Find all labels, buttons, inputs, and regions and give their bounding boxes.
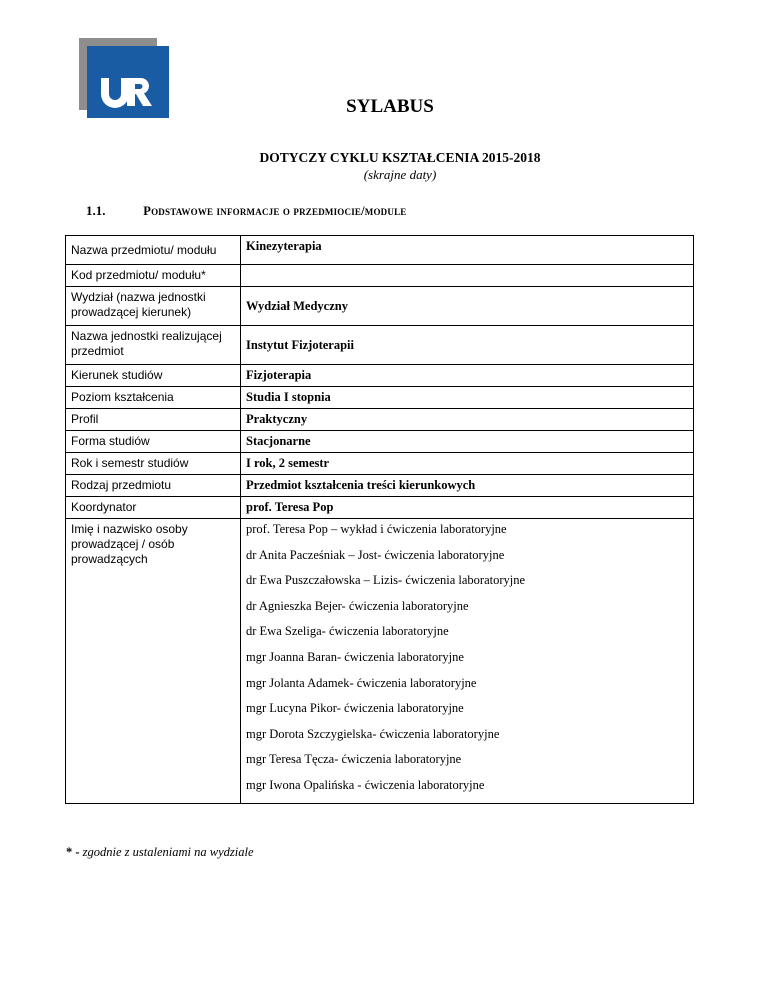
row-value: Stacjonarne: [241, 431, 694, 453]
row-label: Koordynator: [66, 497, 241, 519]
section-title: Podstawowe informacje o przedmiocie/module: [143, 204, 407, 218]
course-info-table: [65, 235, 694, 804]
list-item: mgr Teresa Tęcza- ćwiczenia laboratoryjne: [246, 752, 462, 767]
footnote-text: zgodnie z ustaleniami na wydziale: [79, 845, 254, 859]
list-item: prof. Teresa Pop – wykład i ćwiczenia laboratoryjne: [246, 522, 507, 536]
row-value: Przedmiot kształcenia treści kierunkowych: [241, 475, 694, 497]
row-label: Kod przedmiotu/ modułu*: [66, 265, 241, 287]
section-number: 1.1.: [86, 203, 106, 218]
table-row: [66, 365, 694, 387]
row-label: Wydział (nazwa jednostki prowadzącej kierunek): [66, 287, 241, 326]
row-value: Wydział Medyczny: [241, 287, 694, 326]
document-title: SYLABUS: [346, 96, 434, 117]
list-item: mgr Lucyna Pikor- ćwiczenia laboratoryjne: [246, 701, 464, 716]
teachers-list: [246, 522, 688, 800]
row-value: Instytut Fizjoterapii: [241, 326, 694, 365]
row-label: Forma studiów: [66, 431, 241, 453]
table-row: [66, 475, 694, 497]
row-label: Poziom kształcenia: [66, 387, 241, 409]
row-value: I rok, 2 semestr: [241, 453, 694, 475]
list-item: mgr Iwona Opalińska - ćwiczenia laboratoryjne: [246, 777, 485, 792]
table-row: [66, 326, 694, 365]
row-label: Profil: [66, 409, 241, 431]
table-row: [66, 431, 694, 453]
row-value: Studia I stopnia: [241, 387, 694, 409]
list-item: mgr Dorota Szczygielska- ćwiczenia laboratoryjne: [246, 726, 500, 741]
list-item: mgr Joanna Baran- ćwiczenia laboratoryjne: [246, 649, 464, 664]
cycle-note: (skrajne daty): [363, 167, 437, 182]
row-label: Rok i semestr studiów: [66, 453, 241, 475]
table-row: [66, 497, 694, 519]
row-value: Kinezyterapia: [241, 236, 694, 265]
list-item: dr Ewa Szeliga- ćwiczenia laboratoryjne: [246, 624, 449, 639]
university-logo: [79, 38, 169, 118]
table-row: [66, 387, 694, 409]
table-row: [66, 287, 694, 326]
row-value: prof. Teresa Pop: [241, 497, 694, 519]
section-heading: [86, 203, 406, 219]
row-label: Rodzaj przedmiotu: [66, 475, 241, 497]
footnote-marker: * -: [66, 845, 80, 859]
table-row: [66, 265, 694, 287]
table-row: [66, 453, 694, 475]
table-row: [66, 409, 694, 431]
row-value: Fizjoterapia: [241, 365, 694, 387]
list-item: dr Anita Pacześniak – Jost- ćwiczenia laboratoryjne: [246, 547, 505, 562]
cycle-heading: DOTYCZY CYKLU KSZTAŁCENIA 2015-2018: [259, 150, 541, 165]
row-label: Kierunek studiów: [66, 365, 241, 387]
table-row: [66, 236, 694, 265]
list-item: dr Ewa Puszczałowska – Lizis- ćwiczenia laboratoryjne: [246, 573, 526, 588]
list-item: dr Agnieszka Bejer- ćwiczenia laboratoryjne: [246, 598, 469, 613]
ur-logo-icon: [97, 76, 157, 108]
teachers-label: Imię i nazwisko osoby prowadzącej / osób prowadzących: [66, 519, 241, 804]
footnote: [66, 845, 254, 860]
table-row: [66, 519, 694, 804]
row-value: [241, 265, 694, 287]
teachers-cell: [241, 519, 694, 804]
row-label: Nazwa jednostki realizującej przedmiot: [66, 326, 241, 365]
row-value: Praktyczny: [241, 409, 694, 431]
list-item: mgr Jolanta Adamek- ćwiczenia laboratoryjne: [246, 675, 477, 690]
row-label: Nazwa przedmiotu/ modułu: [66, 236, 241, 265]
